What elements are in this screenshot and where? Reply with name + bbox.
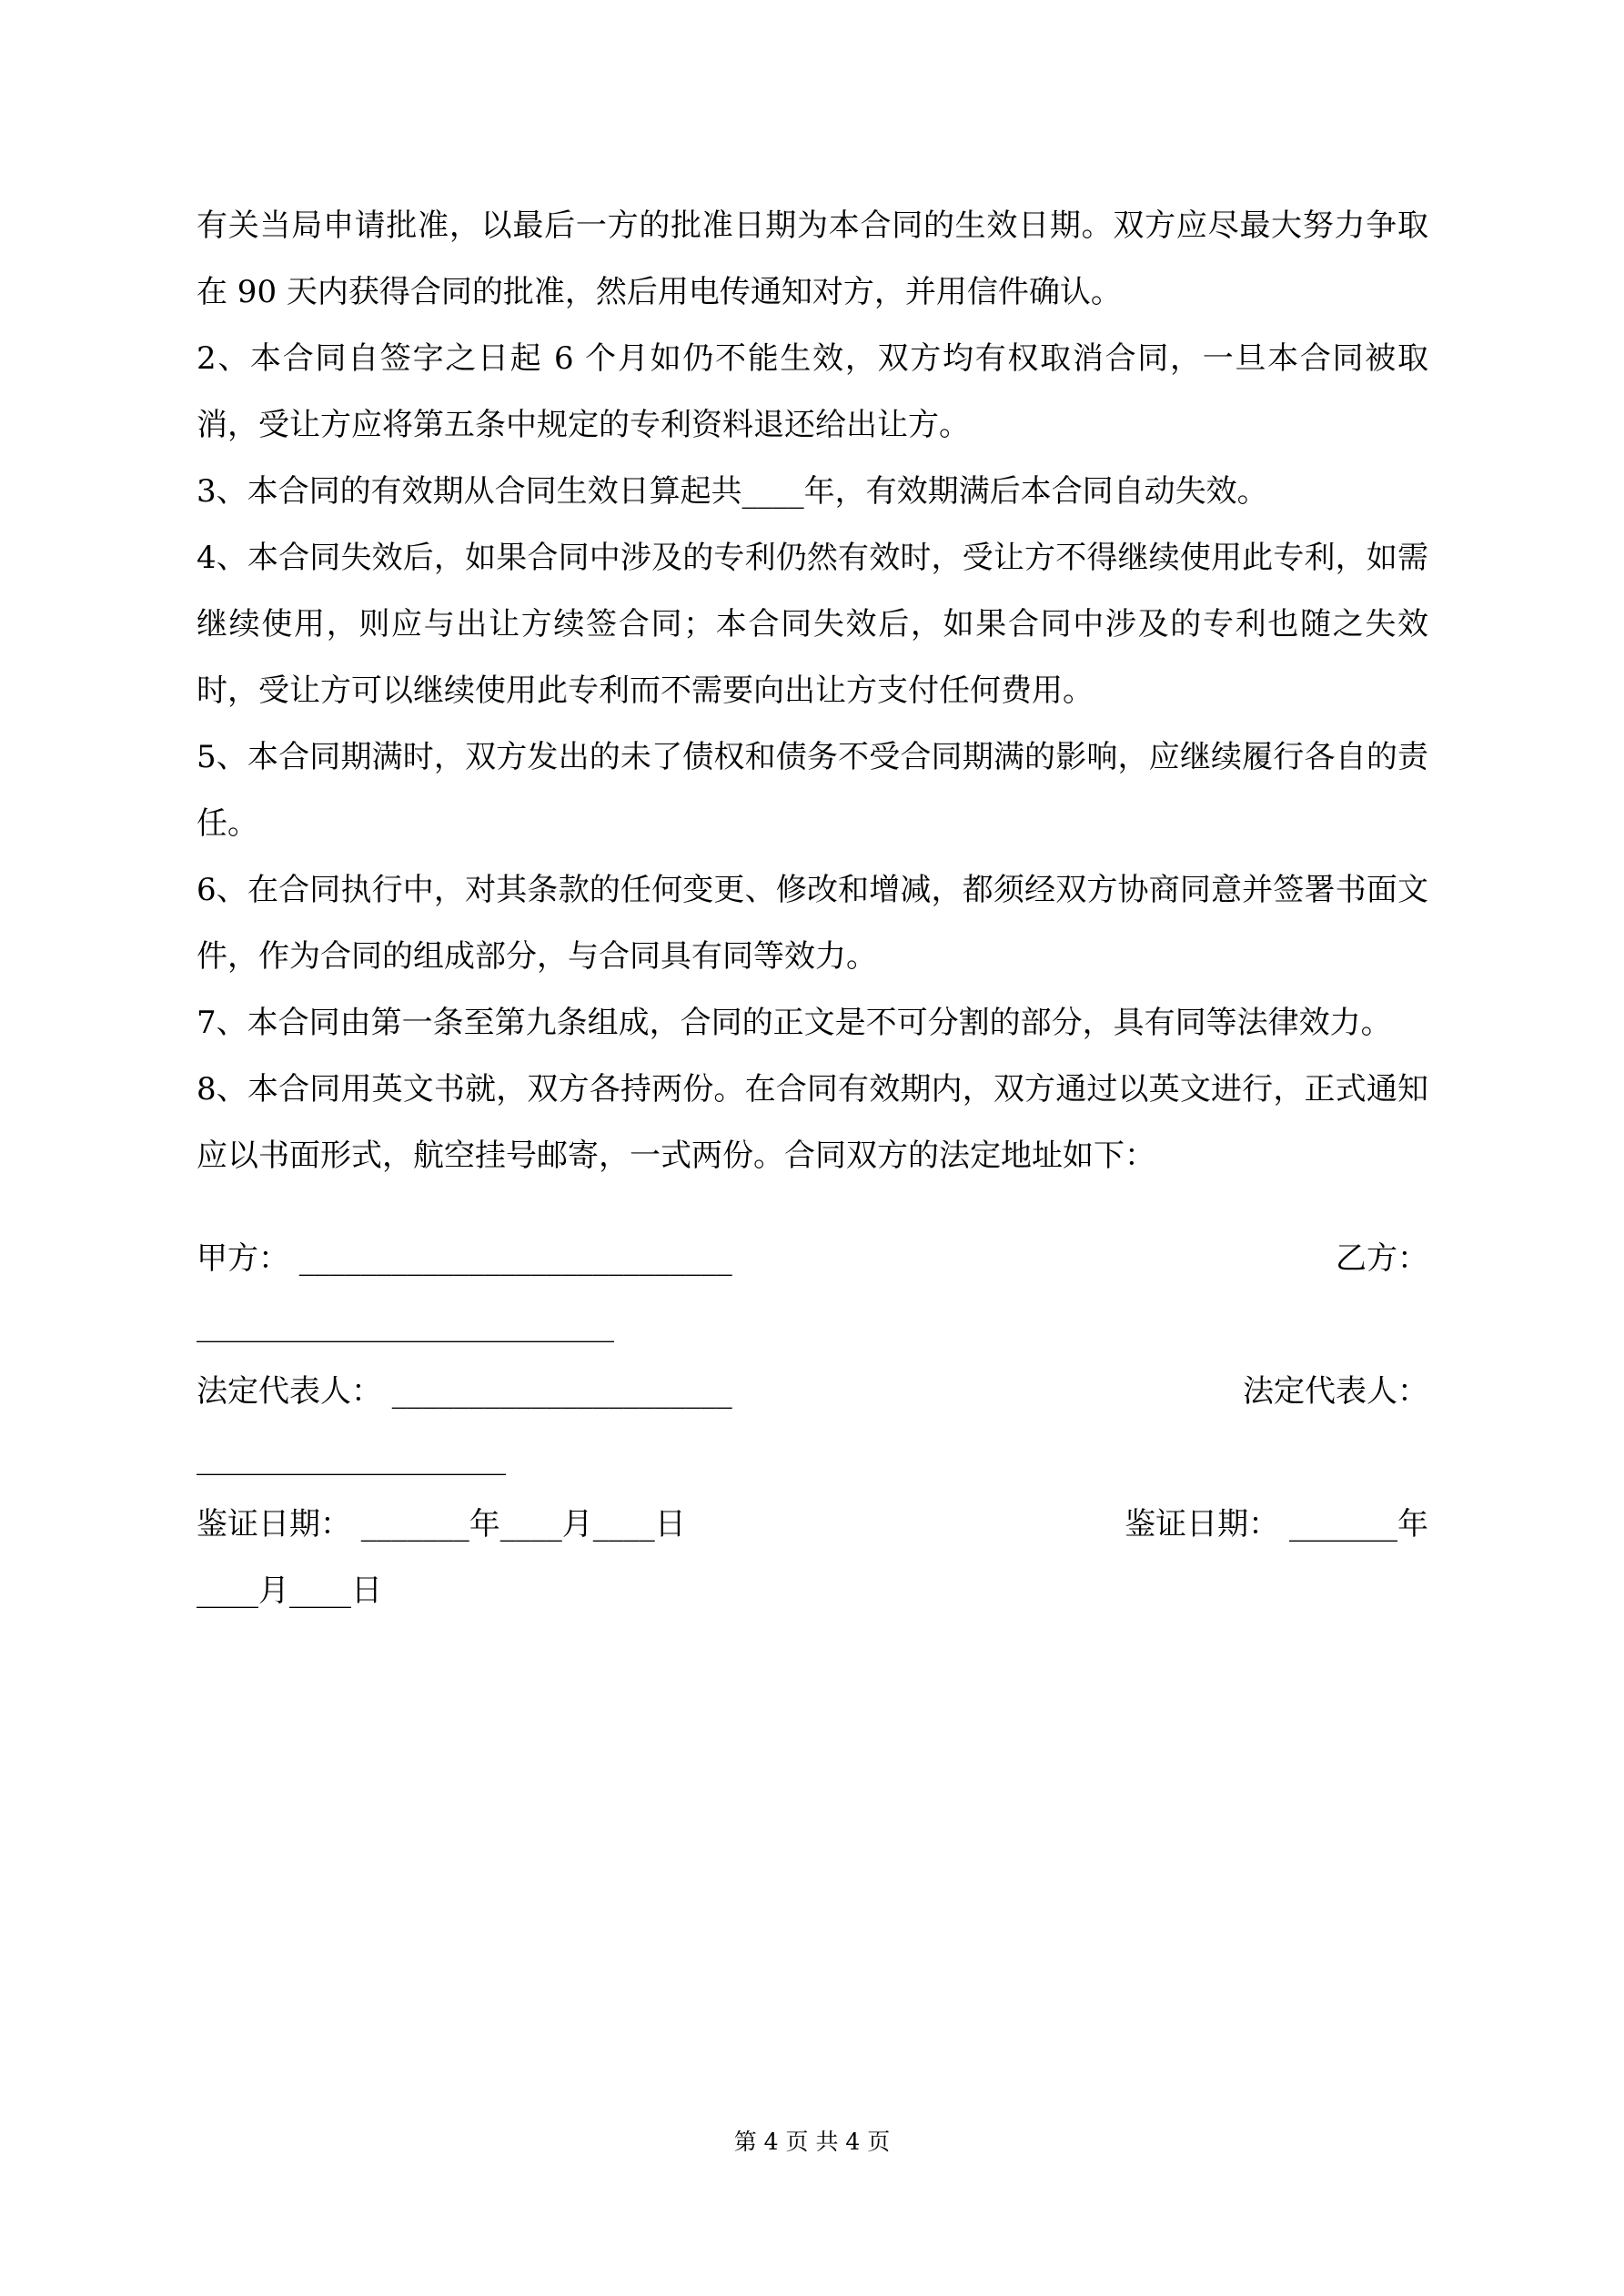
clause-6-paragraph: 6、在合同执行中，对其条款的任何变更、修改和增减，都须经双方协商同意并签署书面文件，作为合同的组成部分，与合同具有同等效力。 [197,872,1428,975]
signature-row [197,1226,1428,1292]
party-a-representative-label-with-blank: 法定代表人： ______________________ [197,1373,732,1410]
contract-body [197,193,1428,1624]
clause-2-paragraph: 2、本合同自签字之日起 6 个月如仍不能生效，双方均有权取消合同，一旦本合同被取消，受让方应将第五条中规定的专利资料退还给出让方。 [197,340,1428,443]
party-b-attestation-date: 鉴证日期： _______年 [1125,1506,1428,1542]
party-b-blank-line: ___________________________ [197,1307,614,1343]
signature-row [197,1292,1428,1359]
clause-continuation-paragraph: 有关当局申请批准，以最后一方的批准日期为本合同的生效日期。双方应尽最大努力争取在 90 天内获得合同的批准，然后用电传通知对方，并用信件确认。 [197,207,1428,310]
clause-4-paragraph: 4、本合同失效后，如果合同中涉及的专利仍然有效时，受让方不得继续使用此专利，如需继续使用，则应与出让方续签合同；本合同失效后，如果合同中涉及的专利也随之失效时，受让方可以继续使用此专利而不需要向出让方支付任何费用。 [197,540,1428,709]
page-number-label: 第 4 页 共 4 页 [733,2129,891,2155]
party-b-representative-label: 法定代表人： [1243,1373,1428,1410]
signature-row [197,1558,1428,1624]
signature-row [197,1425,1428,1492]
party-a-label-with-blank: 甲方： ____________________________ [197,1240,732,1277]
clause-7-paragraph: 7、本合同由第一条至第九条组成，合同的正文是不可分割的部分，具有同等法律效力。 [197,1005,1392,1041]
party-b-representative-blank-line: ____________________ [197,1440,506,1476]
signature-block [197,1226,1428,1624]
clause-5-paragraph: 5、本合同期满时，双方发出的未了债权和债务不受合同期满的影响，应继续履行各自的责任。 [197,739,1428,842]
party-a-attestation-date: 鉴证日期： _______年____月____日 [197,1506,686,1542]
signature-row [197,1492,1428,1558]
page-footer [0,2124,1624,2160]
party-b-attestation-date-continued: ____月____日 [197,1573,382,1609]
signature-row [197,1359,1428,1425]
clause-8-paragraph: 8、本合同用英文书就，双方各持两份。在合同有效期内，双方通过以英文进行，正式通知应以书面形式，航空挂号邮寄，一式两份。合同双方的法定地址如下： [197,1071,1428,1174]
party-b-label: 乙方： [1336,1240,1428,1277]
clause-3-paragraph: 3、本合同的有效期从合同生效日算起共____年，有效期满后本合同自动失效。 [197,473,1268,510]
